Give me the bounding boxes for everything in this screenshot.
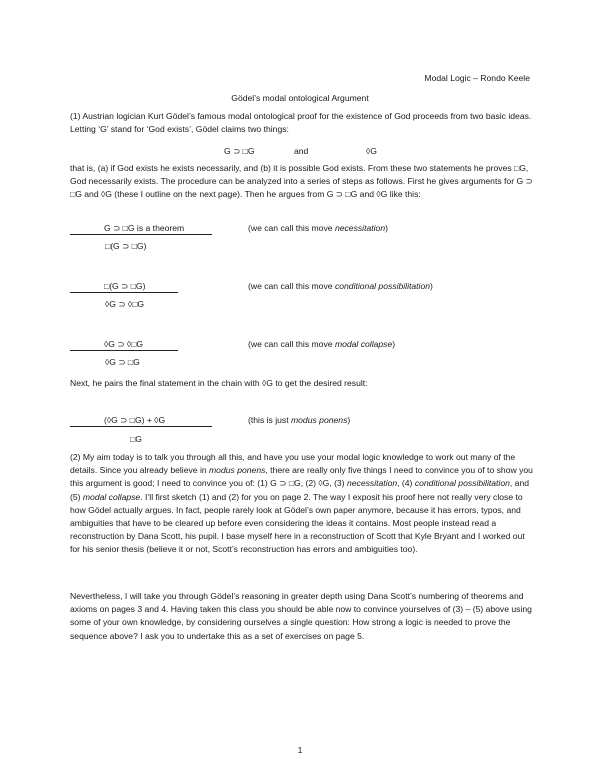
final-premise xyxy=(70,414,212,427)
claim-and: and xyxy=(294,146,309,156)
page-number: 1 xyxy=(297,745,303,755)
final-premise-text: (◊G ⊃ □G) + ◊G xyxy=(70,415,212,427)
final-note: (this is just modus ponens) xyxy=(248,415,351,425)
step-1-premise xyxy=(70,222,212,235)
step-2-note: (we can call this move conditional possibilitation) xyxy=(248,281,433,291)
paragraph-4: (2) My aim today is to talk you through all this, and have you use your modal logic knowledge to work out many of the details. Since you already believe in modus ponens, there are really only five things I need to convince you of to show you this argument is good; I need to convince you of: (1) G ⊃ □G, (2) ◊G, (3) necessitation, (4) conditional possibilitation, and (5) modal collapse. I’ll first sketch (1) and (2) for you on page 2. The way I exposit his proof here not really very close to how Gödel actually argues. In fact, people rarely look at Gödel’s own paper anymore, because it has errors, typos, and ambiguities that have to be cleared up before even considering the ideas it contains. Most people instead read a reconstruction by Dana Scott, his pupil. I base myself here in a reconstruction of Scott that Kyle Bryant and I worked out for his senior thesis (believe it or not, Scott’s reconstruction has errors and ambiguities too). xyxy=(70,452,533,555)
step-2-premise-text: □(G ⊃ □G) xyxy=(70,281,178,293)
step-3-conclusion: ◊G ⊃ □G xyxy=(105,357,140,367)
paragraph-1: (1) Austrian logician Kurt Gödel’s famous modal ontological proof for the existence of God proceeds from two basic ideas. Letting ‘G’ stand for ‘God exists’, Gödel claims two things: xyxy=(70,111,532,135)
paragraph-5: Nevertheless, I will take you through Gödel’s reasoning in greater depth using Dana Scott’s numbering of theorems and axioms on pages 3 and 4. Having taken this class you should be able now to convince yourselves of (3) – (5) above using some of your own knowledge, by considering ourselves a single question: How strong a logic is needed to prove the sequence above? I ask you to undertake this as a set of exercises on page 5. xyxy=(70,591,532,641)
step-2-conclusion: ◊G ⊃ ◊□G xyxy=(105,299,145,309)
paragraph-2: that is, (a) if God exists he exists necessarily, and (b) it is possible God exists. From these two statements he proves □G, God necessarily exists. The procedure can be analyzed into a series of steps as follows. First he gives arguments for G ⊃ □G and ◊G (these I outline on the next page). Then he argues from G ⊃ □G and ◊G like this: xyxy=(70,163,533,200)
claim-b: ◊G xyxy=(366,146,377,156)
document-title: Gödel’s modal ontological Argument xyxy=(231,93,369,103)
step-1-premise-text: G ⊃ □G is a theorem xyxy=(70,223,212,235)
step-1-conclusion: □(G ⊃ □G) xyxy=(105,241,147,251)
step-3-note: (we can call this move modal collapse) xyxy=(248,339,396,349)
running-header: Modal Logic – Rondo Keele xyxy=(424,73,530,83)
step-1-note: (we can call this move necessitation) xyxy=(248,223,388,233)
step-2-premise xyxy=(70,280,178,293)
final-conclusion: □G xyxy=(130,434,142,444)
step-3-premise xyxy=(70,338,178,351)
paragraph-3: Next, he pairs the final statement in the chain with ◊G to get the desired result: xyxy=(70,378,368,388)
step-3-premise-text: ◊G ⊃ ◊□G xyxy=(70,339,178,351)
claim-a: G ⊃ □G xyxy=(224,146,255,156)
